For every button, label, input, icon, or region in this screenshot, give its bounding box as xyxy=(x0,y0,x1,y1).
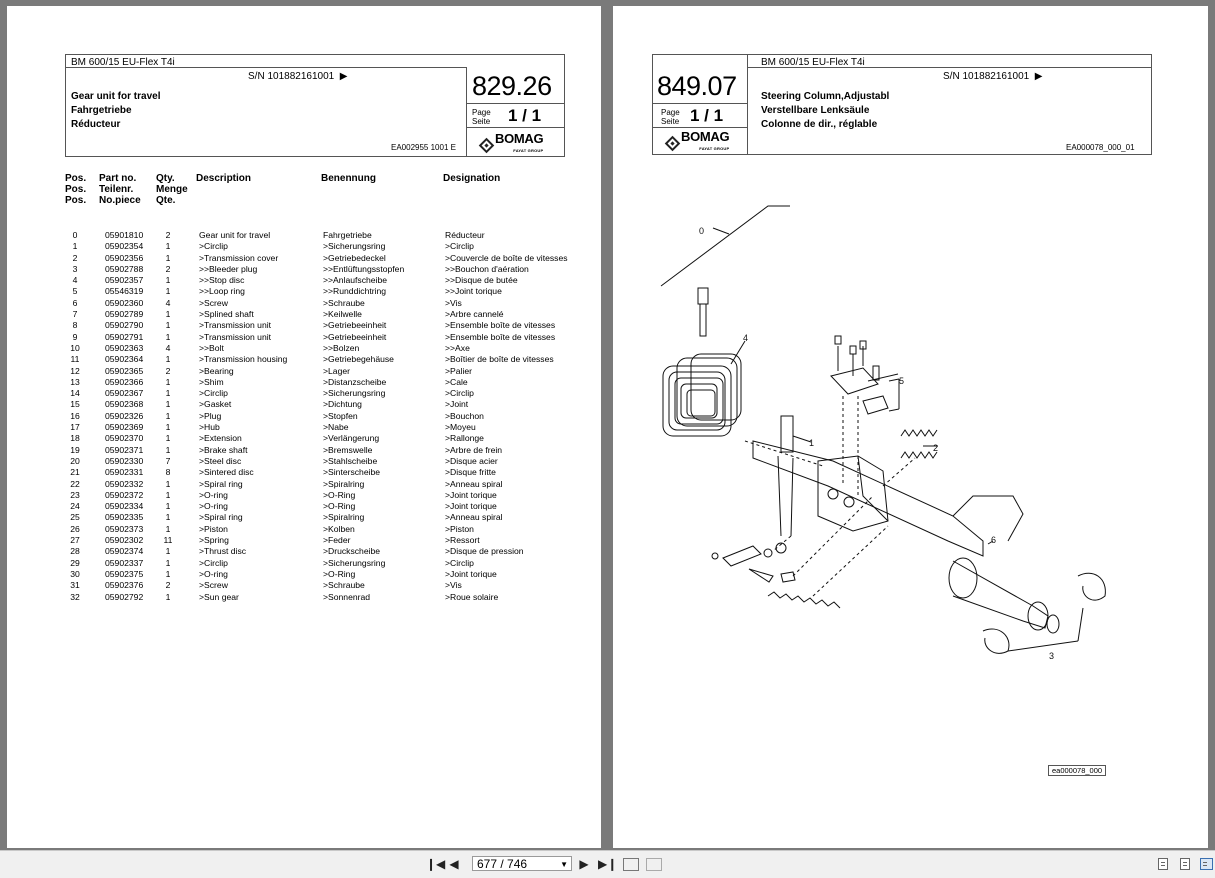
part-benennung: >Getriebedeckel xyxy=(323,252,386,263)
part-benennung: >Spiralring xyxy=(323,512,365,523)
col-benennung: Benennung xyxy=(321,173,376,184)
bomag-logo: BOMAG FAYAT GROUP xyxy=(667,131,729,155)
title-en: Gear unit for travel xyxy=(71,91,161,102)
page-label: Page Seite xyxy=(472,108,491,126)
first-page-icon[interactable]: ❙◀ xyxy=(426,857,446,871)
part-number: 05902335 xyxy=(105,512,144,523)
part-description: >O-ring xyxy=(199,501,228,512)
part-pos: 25 xyxy=(70,512,80,523)
part-number: 05902789 xyxy=(105,309,144,320)
continuous-view-icon[interactable] xyxy=(1180,858,1190,870)
group-number: 849.07 xyxy=(657,71,737,101)
part-number: 05902375 xyxy=(105,568,144,579)
page-label: Page Seite xyxy=(661,108,680,126)
part-qty: 1 xyxy=(165,422,171,433)
part-pos: 22 xyxy=(70,478,80,489)
part-benennung: >Getriebeeinheit xyxy=(323,320,387,331)
part-designation: >>Axe xyxy=(445,342,470,353)
callout-4: 4 xyxy=(743,333,749,343)
part-qty: 1 xyxy=(165,399,171,410)
callout-2: 2 xyxy=(933,443,939,453)
part-qty: 1 xyxy=(165,501,171,512)
col-designation: Designation xyxy=(443,173,501,184)
page-number: 1 / 1 xyxy=(690,106,724,125)
part-designation: Réducteur xyxy=(445,230,485,240)
part-qty: 1 xyxy=(165,331,171,342)
right-header-box xyxy=(652,54,1152,155)
part-benennung: >Sicherungsring xyxy=(323,241,386,252)
part-pos: 19 xyxy=(70,444,80,455)
part-number: 05902367 xyxy=(105,388,144,399)
page-number-input[interactable]: 677 / 746 ▼ xyxy=(472,856,572,871)
part-benennung: >Schraube xyxy=(323,297,365,308)
part-designation: >Anneau spiral xyxy=(445,512,503,523)
part-description: >O-ring xyxy=(199,568,228,579)
part-number: 05902366 xyxy=(105,376,144,387)
part-pos: 8 xyxy=(72,320,78,331)
part-benennung: >>Entlüftungsstopfen xyxy=(323,263,405,274)
part-designation: >Boîtier de boîte de vitesses xyxy=(445,354,554,365)
part-qty: 1 xyxy=(165,309,171,320)
col-partno: Part no. Teilenr. No.piece xyxy=(99,173,141,206)
title-en: Steering Column,Adjustabl xyxy=(761,91,890,102)
part-benennung: >Verlängerung xyxy=(323,433,380,444)
part-qty: 2 xyxy=(165,230,171,240)
part-pos: 3 xyxy=(72,263,78,274)
part-benennung: Fahrgetriebe xyxy=(323,230,372,240)
part-number: 05902372 xyxy=(105,489,144,500)
part-designation: >Moyeu xyxy=(445,422,476,433)
part-description: >O-ring xyxy=(199,489,228,500)
part-number: 05902373 xyxy=(105,523,144,534)
part-benennung: >Bremswelle xyxy=(323,444,373,455)
part-pos: 26 xyxy=(70,523,80,534)
part-description: >Screw xyxy=(199,580,228,591)
model-name: BM 600/15 EU-Flex T4i xyxy=(761,57,865,68)
part-description: >Transmission housing xyxy=(199,354,288,365)
part-description: >Circlip xyxy=(199,241,228,252)
part-pos: 14 xyxy=(70,388,80,399)
part-pos: 2 xyxy=(72,252,78,263)
part-description: >Circlip xyxy=(199,557,228,568)
part-description: >Piston xyxy=(199,523,228,534)
part-pos: 5 xyxy=(72,286,78,297)
part-description: >Circlip xyxy=(199,388,228,399)
two-page-view-icon[interactable] xyxy=(1200,858,1213,870)
part-pos: 17 xyxy=(70,422,80,433)
part-pos: 28 xyxy=(70,546,80,557)
part-pos: 29 xyxy=(70,557,80,568)
part-benennung: >O-Ring xyxy=(323,489,356,500)
previous-page-icon[interactable]: ◀ xyxy=(449,857,459,871)
part-pos: 9 xyxy=(72,331,78,342)
part-qty: 1 xyxy=(165,489,171,500)
part-qty: 1 xyxy=(165,320,171,331)
part-benennung: >Lager xyxy=(323,365,350,376)
part-description: >Thrust disc xyxy=(199,546,247,557)
title-fr: Colonne de dir., réglable xyxy=(761,119,878,130)
left-document-page xyxy=(7,6,601,848)
title-fr: Réducteur xyxy=(71,119,121,130)
part-pos: 24 xyxy=(70,501,80,512)
part-designation: >Couvercle de boîte de vitesses xyxy=(445,252,568,263)
part-description: >Extension xyxy=(199,433,242,444)
part-pos: 32 xyxy=(70,591,80,602)
part-qty: 4 xyxy=(165,297,171,308)
part-description: >Brake shaft xyxy=(199,444,248,455)
part-benennung: >Feder xyxy=(323,535,351,546)
part-number: 05902376 xyxy=(105,580,144,591)
part-pos: 1 xyxy=(72,241,78,252)
part-number: 05546319 xyxy=(105,286,144,297)
part-number: 05902302 xyxy=(105,535,144,546)
part-number: 05902791 xyxy=(105,331,144,342)
doc-code: EA002955 1001 E xyxy=(391,143,456,152)
title-de: Fahrgetriebe xyxy=(71,105,132,116)
part-benennung: >>Runddichtring xyxy=(323,286,387,297)
part-benennung: >Getriebegehäuse xyxy=(323,354,394,365)
part-designation: >Bouchon xyxy=(445,410,484,421)
part-qty: 1 xyxy=(165,557,171,568)
part-number: 05902371 xyxy=(105,444,144,455)
part-benennung: >Distanzscheibe xyxy=(323,376,387,387)
part-number: 05902790 xyxy=(105,320,144,331)
col-description: Description xyxy=(196,173,252,184)
part-pos: 27 xyxy=(70,535,80,546)
part-pos: 16 xyxy=(70,410,80,421)
part-qty: 1 xyxy=(165,568,171,579)
serial-number: S/N 101882161001 ▶ xyxy=(943,71,1043,82)
part-benennung: >Sicherungsring xyxy=(323,557,386,568)
part-benennung: >Sicherungsring xyxy=(323,388,386,399)
part-qty: 1 xyxy=(165,523,171,534)
exploded-drawing xyxy=(653,196,1123,676)
part-benennung: >Spiralring xyxy=(323,478,365,489)
part-number: 05901810 xyxy=(105,230,144,240)
fit-page-icon[interactable] xyxy=(623,858,639,871)
part-number: 05902374 xyxy=(105,546,144,557)
part-designation: >Rallonge xyxy=(445,433,484,444)
part-designation: >Piston xyxy=(445,523,474,534)
part-description: >Transmission cover xyxy=(199,252,279,263)
viewer-toolbar xyxy=(0,850,1215,878)
part-number: 05902331 xyxy=(105,467,144,478)
drawing-code: ea000078_000 xyxy=(1048,765,1106,776)
part-number: 05902369 xyxy=(105,422,144,433)
part-designation: >Circlip xyxy=(445,557,474,568)
part-pos: 11 xyxy=(70,354,80,365)
part-description: >Bearing xyxy=(199,365,234,376)
part-pos: 15 xyxy=(70,399,80,410)
part-description: >Spring xyxy=(199,535,229,546)
part-qty: 8 xyxy=(165,467,171,478)
part-qty: 4 xyxy=(165,342,171,353)
part-number: 05902357 xyxy=(105,275,144,286)
left-header-box xyxy=(65,54,565,157)
part-benennung: >Schraube xyxy=(323,580,365,591)
part-benennung: >Sinterscheibe xyxy=(323,467,381,478)
part-number: 05902370 xyxy=(105,433,144,444)
part-description: >Transmission unit xyxy=(199,320,272,331)
part-description: >Transmission unit xyxy=(199,331,272,342)
part-number: 05902365 xyxy=(105,365,144,376)
next-page-icon[interactable]: ▶ xyxy=(579,857,589,871)
part-number: 05902354 xyxy=(105,241,144,252)
fit-width-icon[interactable] xyxy=(646,858,662,871)
callout-5: 5 xyxy=(899,376,905,386)
part-benennung: >Keilwelle xyxy=(323,309,362,320)
part-designation: >Circlip xyxy=(445,241,474,252)
callout-6: 6 xyxy=(991,535,997,545)
part-qty: 1 xyxy=(165,252,171,263)
part-benennung: >Getriebeeinheit xyxy=(323,331,387,342)
part-qty: 2 xyxy=(165,580,171,591)
part-benennung: >O-Ring xyxy=(323,568,356,579)
chevron-down-icon[interactable]: ▼ xyxy=(560,860,568,869)
part-pos: 0 xyxy=(72,230,78,240)
single-page-view-icon[interactable] xyxy=(1158,858,1168,870)
part-benennung: >>Anlaufscheibe xyxy=(323,275,388,286)
part-designation: >Arbre de frein xyxy=(445,444,503,455)
part-description: >Steel disc xyxy=(199,455,242,466)
last-page-icon[interactable]: ▶❙ xyxy=(598,857,618,871)
part-benennung: >Dichtung xyxy=(323,399,362,410)
part-qty: 1 xyxy=(165,275,171,286)
part-designation: >Ressort xyxy=(445,535,480,546)
part-designation: >Joint torique xyxy=(445,489,497,500)
part-designation: >Roue solaire xyxy=(445,591,499,602)
part-designation: >Disque de pression xyxy=(445,546,524,557)
part-benennung: >O-Ring xyxy=(323,501,356,512)
part-number: 05902356 xyxy=(105,252,144,263)
part-qty: 2 xyxy=(165,365,171,376)
part-description: >Hub xyxy=(199,422,220,433)
part-description: >>Stop disc xyxy=(199,275,245,286)
part-designation: >Palier xyxy=(445,365,472,376)
part-description: >Gasket xyxy=(199,399,232,410)
part-number: 05902792 xyxy=(105,591,144,602)
serial-number: S/N 101882161001 ▶ xyxy=(248,71,348,82)
model-name: BM 600/15 EU-Flex T4i xyxy=(71,57,175,68)
part-designation: >>Bouchon d'aération xyxy=(445,263,529,274)
part-pos: 21 xyxy=(70,467,80,478)
part-pos: 23 xyxy=(70,489,80,500)
page-number: 1 / 1 xyxy=(508,106,542,125)
part-qty: 1 xyxy=(165,433,171,444)
part-designation: >Ensemble boîte de vitesses xyxy=(445,331,556,342)
part-description: >>Loop ring xyxy=(199,286,245,297)
part-pos: 7 xyxy=(72,309,78,320)
part-pos: 30 xyxy=(70,568,80,579)
part-qty: 1 xyxy=(165,546,171,557)
part-description: >Spiral ring xyxy=(199,478,243,489)
part-number: 05902788 xyxy=(105,263,144,274)
col-qty: Qty. Menge Qte. xyxy=(156,173,188,206)
part-designation: >Circlip xyxy=(445,388,474,399)
part-pos: 4 xyxy=(72,275,78,286)
part-description: >Sintered disc xyxy=(199,467,254,478)
group-number: 829.26 xyxy=(472,71,552,101)
part-number: 05902326 xyxy=(105,410,144,421)
callout-3: 3 xyxy=(1049,651,1055,661)
part-number: 05902368 xyxy=(105,399,144,410)
part-description: >Screw xyxy=(199,297,228,308)
part-qty: 1 xyxy=(165,286,171,297)
part-description: Gear unit for travel xyxy=(199,230,271,240)
part-qty: 1 xyxy=(165,512,171,523)
part-designation: >Vis xyxy=(445,580,462,591)
part-number: 05902360 xyxy=(105,297,144,308)
part-description: >>Bolt xyxy=(199,342,224,353)
part-description: >Spiral ring xyxy=(199,512,243,523)
part-pos: 13 xyxy=(70,376,80,387)
part-pos: 12 xyxy=(70,365,80,376)
part-pos: 6 xyxy=(72,297,78,308)
part-qty: 11 xyxy=(163,535,173,546)
part-designation: >Joint torique xyxy=(445,501,497,512)
part-number: 05902364 xyxy=(105,354,144,365)
part-description: >Plug xyxy=(199,410,222,421)
part-pos: 31 xyxy=(70,580,80,591)
part-qty: 1 xyxy=(165,354,171,365)
part-description: >>Bleeder plug xyxy=(199,263,258,274)
doc-code: EA000078_000_01 xyxy=(1066,143,1135,152)
part-designation: >Disque acier xyxy=(445,455,498,466)
part-benennung: >Nabe xyxy=(323,422,349,433)
col-pos: Pos. Pos. Pos. xyxy=(65,173,87,206)
part-qty: 7 xyxy=(165,455,171,466)
part-designation: >Anneau spiral xyxy=(445,478,503,489)
part-pos: 18 xyxy=(70,433,80,444)
part-benennung: >Stahlscheibe xyxy=(323,455,378,466)
part-benennung: >Kolben xyxy=(323,523,355,534)
part-benennung: >Stopfen xyxy=(323,410,358,421)
callout-0: 0 xyxy=(699,226,705,236)
part-description: >Sun gear xyxy=(199,591,239,602)
part-benennung: >>Bolzen xyxy=(323,342,360,353)
part-qty: 1 xyxy=(165,241,171,252)
part-pos: 10 xyxy=(70,342,80,353)
part-number: 05902363 xyxy=(105,342,144,353)
part-qty: 1 xyxy=(165,410,171,421)
part-description: >Shim xyxy=(199,376,224,387)
part-qty: 1 xyxy=(165,388,171,399)
part-qty: 2 xyxy=(165,263,171,274)
part-designation: >Vis xyxy=(445,297,462,308)
part-designation: >>Joint torique xyxy=(445,286,502,297)
part-qty: 1 xyxy=(165,444,171,455)
part-qty: 1 xyxy=(165,478,171,489)
part-designation: >Joint xyxy=(445,399,469,410)
bomag-diamond-icon xyxy=(479,137,495,153)
title-de: Verstellbare Lenksäule xyxy=(761,105,870,116)
part-description: >Splined shaft xyxy=(199,309,254,320)
part-qty: 1 xyxy=(165,591,171,602)
part-designation: >Arbre cannelé xyxy=(445,309,504,320)
right-document-page xyxy=(613,6,1208,848)
bomag-logo: BOMAG FAYAT GROUP xyxy=(481,133,543,157)
part-designation: >Ensemble boîte de vitesses xyxy=(445,320,556,331)
part-number: 05902330 xyxy=(105,455,144,466)
part-designation: >>Disque de butée xyxy=(445,275,518,286)
bomag-diamond-icon xyxy=(665,135,681,151)
part-benennung: >Sonnenrad xyxy=(323,591,371,602)
callout-1: 1 xyxy=(809,438,815,448)
part-pos: 20 xyxy=(70,455,80,466)
part-designation: >Joint torique xyxy=(445,568,497,579)
part-number: 05902337 xyxy=(105,557,144,568)
part-benennung: >Druckscheibe xyxy=(323,546,381,557)
part-number: 05902332 xyxy=(105,478,144,489)
part-designation: >Cale xyxy=(445,376,468,387)
part-number: 05902334 xyxy=(105,501,144,512)
part-designation: >Disque fritte xyxy=(445,467,496,478)
part-qty: 1 xyxy=(165,376,171,387)
